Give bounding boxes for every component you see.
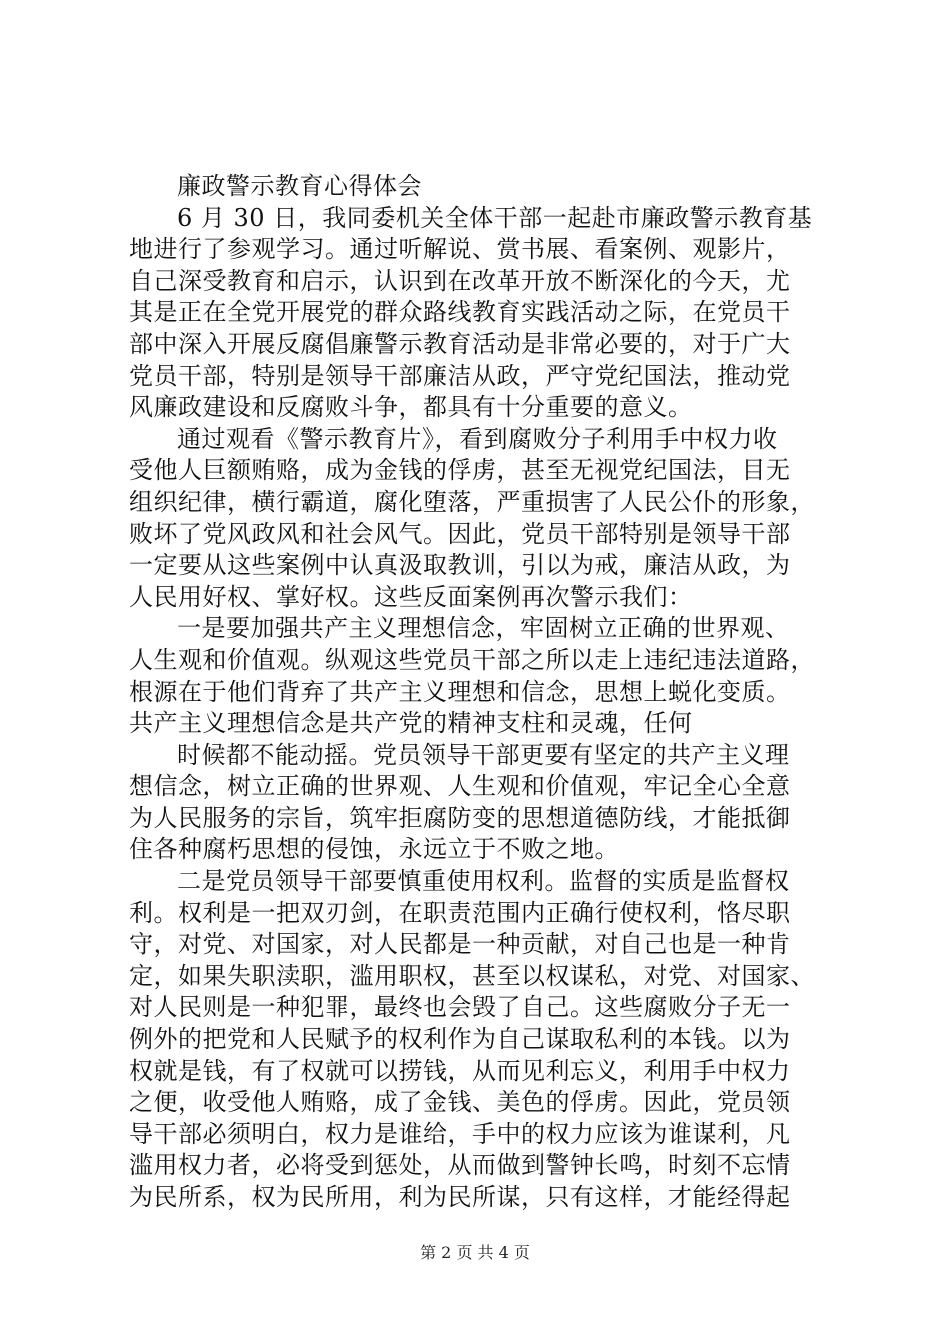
paragraph-4-line-2: 想信念，树立正确的世界观、人生观和价值观，牢记全心全意 (129, 772, 791, 801)
paragraph-1-line-4: 其是正在全党开展党的群众路线教育实践活动之际，在党员干 (129, 298, 791, 327)
paragraph-5-line-8: 之便，收受他人贿赂，成了金钱、美色的俘虏。因此，党员领 (129, 1088, 791, 1117)
page-number-footer: 第 2 页 共 4 页 (420, 1243, 530, 1262)
paragraph-3-line-3: 根源在于他们背弃了共产主义理想和信念，思想上蜕化变质。 (129, 677, 791, 706)
paragraph-2-line-5: 一定要从这些案例中认真汲取教训，引以为戒，廉洁从政，为 (129, 551, 791, 580)
paragraph-5-line-9: 导干部必须明白，权力是谁给，手中的权力应该为谁谋利，凡 (129, 1119, 791, 1148)
paragraph-3-line-2: 人生观和价值观。纵观这些党员干部之所以走上违纪违法道路， (129, 645, 815, 674)
paragraph-3-line-4: 共产主义理想信念是共产党的精神支柱和灵魂，任何 (129, 709, 693, 738)
paragraph-2-line-1: 通过观看《警示教育片》，看到腐败分子利用手中权力收 (177, 424, 778, 453)
paragraph-5-line-3: 守，对党、对国家，对人民都是一种贡献，对自己也是一种肯 (129, 930, 791, 959)
paragraph-1-line-1: 6 月 30 日，我同委机关全体干部一起赴市廉政警示教育基 (177, 203, 813, 232)
paragraph-1-line-3: 自己深受教育和启示，认识到在改革开放不断深化的今天，尤 (129, 266, 791, 295)
paragraph-3-line-1: 一是要加强共产主义理想信念，牢固树立正确的世界观、 (177, 614, 790, 643)
paragraph-2-line-4: 败坏了党风政风和社会风气。因此，党员干部特别是领导干部 (129, 519, 791, 548)
paragraph-1-line-2: 地进行了参观学习。通过听解说、赏书展、看案例、观影片， (129, 235, 791, 264)
paragraph-1-line-6: 党员干部，特别是领导干部廉洁从政，严守党纪国法，推动党 (129, 361, 791, 390)
paragraph-5-line-11: 为民所系，权为民所用，利为民所谋，只有这样，才能经得起 (129, 1183, 791, 1211)
paragraph-2-line-3: 组织纪律，横行霸道，腐化堕落，严重损害了人民公仆的形象， (129, 487, 815, 516)
paragraph-5-line-10: 滥用权力者，必将受到惩处，从而做到警钟长鸣，时刻不忘情 (129, 1151, 791, 1180)
paragraph-5-line-5: 对人民则是一种犯罪，最终也会毁了自己。这些腐败分子无一 (129, 993, 791, 1022)
paragraph-1-line-5: 部中深入开展反腐倡廉警示教育活动是非常必要的，对于广大 (129, 329, 791, 358)
document-body (129, 171, 829, 1214)
paragraph-5-line-1: 二是党员领导干部要慎重使用权利。监督的实质是监督权 (177, 867, 790, 896)
paragraph-5-line-2: 利。权利是一把双刃剑，在职责范围内正确行使权利，恪尽职 (129, 898, 791, 927)
paragraph-4-line-4: 住各种腐朽思想的侵蚀，永远立于不败之地。 (129, 835, 619, 864)
paragraph-4-line-3: 为人民服务的宗旨，筑牢拒腐防变的思想道德防线，才能抵御 (129, 803, 791, 832)
paragraph-1-line-7: 风廉政建设和反腐败斗争，都具有十分重要的意义。 (129, 393, 693, 422)
paragraph-4-line-1: 时候都不能动摇。党员领导干部更要有坚定的共产主义理 (177, 740, 790, 769)
paragraph-5-line-6: 例外的把党和人民赋予的权利作为自己谋取私利的本钱。以为 (129, 1025, 791, 1054)
document-title: 廉政警示教育心得体会 (177, 172, 422, 200)
paragraph-5-line-4: 定，如果失职渎职，滥用职权，甚至以权谋私，对党、对国家、 (129, 961, 815, 990)
paragraph-2-line-2: 受他人巨额贿赂，成为金钱的俘虏，甚至无视党纪国法，目无 (129, 456, 791, 485)
paragraph-2-line-6: 人民用好权、掌好权。这些反面案例再次警示我们： (129, 582, 693, 611)
paragraph-5-line-7: 权就是钱，有了权就可以捞钱，从而见利忘义，利用手中权力 (129, 1056, 791, 1085)
